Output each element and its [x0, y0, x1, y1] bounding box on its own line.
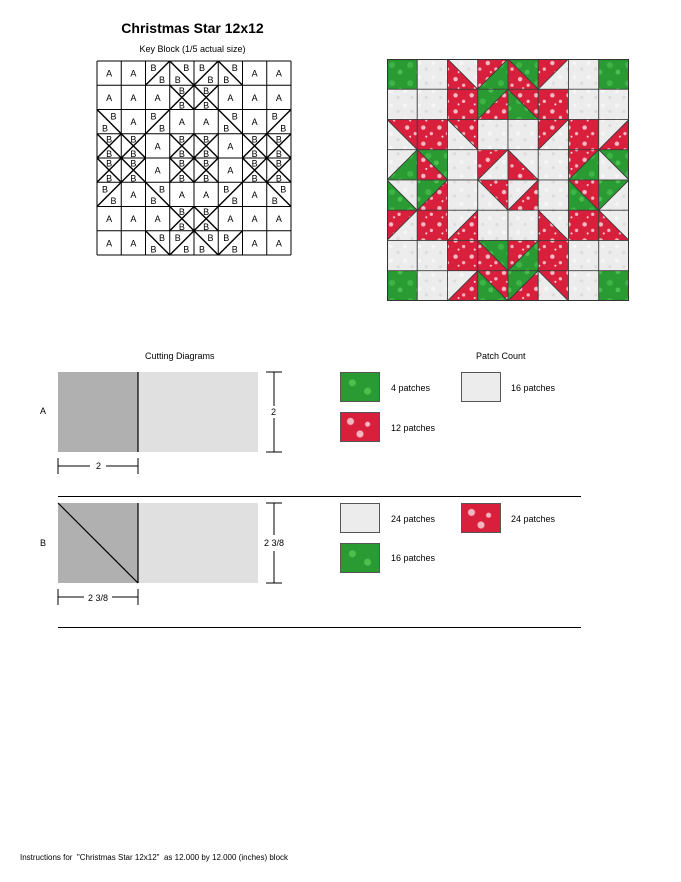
key-block-letter: B	[178, 207, 185, 218]
key-block-letter: B	[223, 123, 230, 134]
key-block-letter: B	[178, 158, 185, 169]
block-patch	[599, 241, 629, 271]
key-block-letter: B	[203, 221, 210, 232]
divider	[58, 627, 581, 628]
block-patch	[538, 89, 568, 119]
key-block-letter: A	[106, 68, 113, 79]
block-patch	[417, 59, 447, 89]
key-block-letter: B	[106, 134, 113, 145]
block-patch	[448, 89, 478, 119]
divider	[58, 496, 581, 497]
key-block-letter: B	[101, 123, 109, 134]
key-block-letter: A	[275, 214, 282, 225]
block-patch	[569, 271, 599, 301]
patch-b-width-label: 2 3/8	[88, 593, 109, 603]
block-patch	[448, 180, 478, 210]
key-block-letter: A	[154, 165, 161, 176]
block-patch	[569, 210, 599, 240]
key-block-letter: A	[106, 92, 113, 103]
patch-a-letter: A	[40, 406, 47, 416]
block-patch	[538, 180, 568, 210]
key-block-letter: A	[251, 117, 258, 128]
patch-count-text: 16 patches	[511, 383, 556, 393]
block-patch	[387, 59, 417, 89]
key-block-letter: A	[106, 214, 113, 225]
key-block-letter: B	[178, 100, 185, 111]
block-patch	[569, 59, 599, 89]
block-patch	[569, 120, 599, 150]
block-patch	[448, 150, 478, 180]
block-patch	[508, 120, 538, 150]
key-block-line	[146, 61, 170, 85]
swatch-red	[461, 503, 501, 533]
key-block-line	[146, 231, 170, 255]
key-block-letter: B	[251, 149, 258, 160]
key-block-letter: B	[198, 63, 206, 74]
swatch-white	[340, 503, 380, 533]
key-block-letter: B	[174, 232, 181, 243]
key-block-line	[194, 61, 218, 85]
key-block-letter: B	[231, 111, 238, 122]
key-block-letter: A	[275, 92, 282, 103]
key-block-letter: B	[203, 207, 210, 218]
patch-count-text: 24 patches	[511, 514, 556, 524]
key-block-letter: B	[106, 173, 113, 184]
key-block-letter: A	[227, 165, 234, 176]
key-block-letter: B	[207, 74, 214, 85]
key-block-letter: A	[130, 117, 137, 128]
key-block-letter: B	[207, 232, 214, 243]
key-block-letter: A	[251, 214, 258, 225]
block-patch	[417, 271, 447, 301]
key-block-letter: B	[178, 134, 185, 145]
key-block-letter: B	[174, 74, 181, 85]
key-block-letter: B	[223, 232, 230, 243]
block-patch	[387, 89, 417, 119]
key-block-letter: A	[154, 214, 161, 225]
patch-count-text: 16 patches	[391, 553, 436, 563]
key-block-letter: A	[203, 117, 210, 128]
key-block-letter: B	[183, 244, 190, 255]
key-block-letter: B	[251, 173, 258, 184]
block-patch	[599, 271, 629, 301]
key-block-letter: A	[130, 189, 137, 200]
key-block-letter: B	[130, 173, 137, 184]
key-block-letter: B	[203, 100, 210, 111]
key-block-letter: B	[251, 134, 258, 145]
key-block-letter: B	[231, 63, 238, 74]
block-patch	[478, 120, 508, 150]
block-patch	[417, 210, 447, 240]
page-title: Christmas Star 12x12	[121, 20, 264, 36]
key-block-letter: A	[130, 92, 137, 103]
key-block-letter: B	[223, 184, 230, 195]
key-block-letter: B	[150, 111, 157, 122]
key-block-letter: B	[106, 158, 113, 169]
key-block-letter: B	[203, 173, 210, 184]
key-block-letter: B	[183, 63, 190, 74]
key-block-letter: B	[158, 184, 165, 195]
key-block-letter: B	[223, 74, 230, 85]
key-block-letter: B	[130, 158, 137, 169]
block-patch	[417, 89, 447, 119]
footer-text: Instructions for "Christmas Star 12x12" as 12.000 by 12.000 (inches) block	[20, 853, 289, 862]
key-block-letter: A	[178, 189, 185, 200]
key-block-line	[218, 182, 242, 206]
key-block-letter: B	[231, 196, 238, 207]
finished-block-image	[387, 59, 629, 301]
key-block-letter: A	[154, 141, 161, 152]
block-patch	[478, 210, 508, 240]
key-block-letter: B	[150, 196, 157, 207]
block-patch	[417, 120, 447, 150]
key-block-line	[146, 110, 170, 134]
key-block-line	[146, 182, 170, 206]
key-block-letter: B	[150, 63, 157, 74]
key-block-line	[267, 110, 291, 134]
key-block-letter: B	[130, 149, 137, 160]
key-block-line	[218, 110, 242, 134]
key-block-letter: B	[178, 173, 185, 184]
key-block-letter: A	[227, 141, 234, 152]
key-block-letter: B	[203, 85, 210, 96]
key-block-letter: B	[251, 158, 258, 169]
key-block-letter: B	[106, 149, 113, 160]
key-block-letter: B	[101, 184, 109, 195]
patch-b-letter: B	[40, 538, 47, 548]
key-block-diagram	[96, 60, 292, 256]
key-block-letter: A	[154, 92, 161, 103]
key-block-line	[97, 182, 121, 206]
block-patch	[569, 241, 599, 271]
patch-count-text: 24 patches	[391, 514, 436, 524]
block-patch	[387, 271, 417, 301]
key-block-letter: A	[275, 238, 282, 249]
cutting-diagrams-label: Cutting Diagrams	[145, 351, 215, 361]
key-block-line	[170, 231, 194, 255]
swatch-green	[340, 372, 380, 402]
key-block-letter: B	[203, 158, 210, 169]
key-block-letter: B	[150, 244, 157, 255]
swatch-white	[461, 372, 501, 402]
block-patch	[448, 241, 478, 271]
block-patch	[569, 89, 599, 119]
block-patch	[599, 59, 629, 89]
block-patch	[538, 241, 568, 271]
key-block-letter: B	[271, 111, 278, 122]
key-block-letter: B	[203, 134, 210, 145]
key-block-line	[267, 182, 291, 206]
key-block-letter: B	[231, 244, 238, 255]
key-block-letter: B	[280, 184, 287, 195]
key-block-letter: A	[251, 238, 258, 249]
key-block-letter: B	[178, 85, 185, 96]
key-block-letter: B	[275, 158, 282, 169]
block-patch	[538, 150, 568, 180]
key-block-letter: A	[251, 189, 258, 200]
patch-b-height-label: 2 3/8	[264, 538, 285, 548]
key-block-letter: B	[203, 149, 210, 160]
key-block-line	[97, 110, 121, 134]
key-block-letter: B	[178, 149, 185, 160]
key-block-label: Key Block (1/5 actual size)	[139, 44, 246, 54]
key-block-letter: A	[227, 214, 234, 225]
key-block-letter: A	[178, 117, 185, 128]
swatch-red	[340, 412, 380, 442]
patch-a-height-label: 2	[271, 407, 277, 417]
key-block-letter: B	[275, 149, 282, 160]
key-block-letter: A	[275, 68, 282, 79]
key-block-letter: B	[110, 111, 117, 122]
key-block-letter: A	[130, 214, 137, 225]
key-block-letter: A	[130, 238, 137, 249]
key-block-line	[218, 231, 242, 255]
block-patch	[599, 89, 629, 119]
key-block-line	[194, 231, 218, 255]
key-block-letter: B	[275, 173, 282, 184]
key-block-letter: B	[110, 196, 117, 207]
key-block-letter: A	[227, 92, 234, 103]
key-block-letter: B	[275, 134, 282, 145]
key-block-letter: A	[251, 68, 258, 79]
key-block-line	[218, 61, 242, 85]
block-patch	[417, 241, 447, 271]
key-block-line	[170, 61, 194, 85]
key-block-letter: B	[158, 74, 165, 85]
block-patch	[508, 210, 538, 240]
patch-a-width-label: 2	[96, 461, 102, 471]
key-block-letter: B	[158, 123, 165, 134]
key-block-letter: B	[271, 196, 278, 207]
key-block-letter: B	[280, 123, 287, 134]
key-block-letter: A	[203, 189, 210, 200]
block-patch	[387, 241, 417, 271]
key-block-letter: B	[198, 244, 206, 255]
key-block-letter: A	[251, 92, 258, 103]
key-block-letter: B	[178, 221, 185, 232]
patch-count-text: 12 patches	[391, 423, 436, 433]
key-block-letter: A	[130, 68, 137, 79]
patch-count-label: Patch Count	[476, 351, 526, 361]
key-block-letter: A	[106, 238, 113, 249]
swatch-green	[340, 543, 380, 573]
key-block-letter: B	[158, 232, 165, 243]
patch-count-text: 4 patches	[391, 383, 431, 393]
key-block-letter: B	[130, 134, 137, 145]
patch-a-cutting-diagram	[56, 370, 286, 480]
